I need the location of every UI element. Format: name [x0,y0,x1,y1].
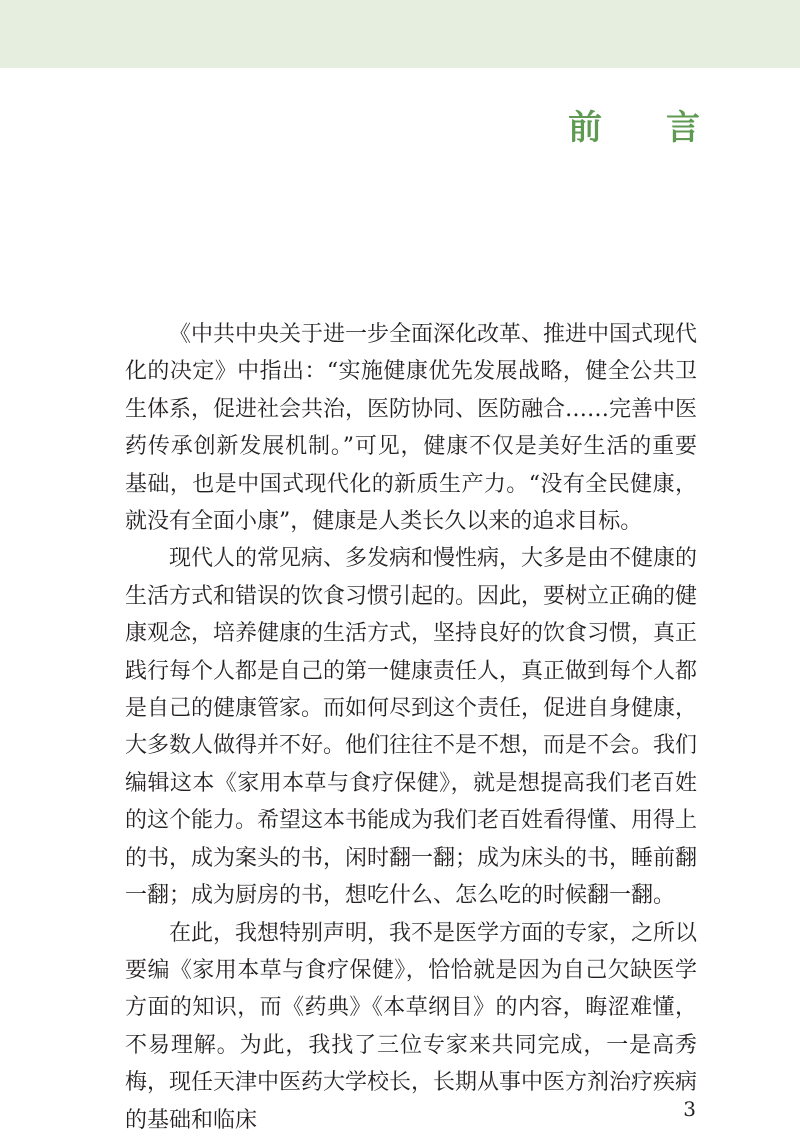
page-title: 前 言 [568,108,726,148]
page-number: 3 [683,1097,696,1121]
paragraph-3: 在此，我想特别声明，我不是医学方面的专家，之所以要编《家用本草与食疗保健》，恰恰就是因为自己欠缺医学方面的知识，而《药典》《本草纲目》的内容，晦涩难懂，不易理解。为此，我找了三位专家来共同完成，一是高秀梅，现任天津中医药大学校长，长期从事中医方剂治疗疾病的基础和临床 [125,920,698,1133]
paragraph-1: 《中共中央关于进一步全面深化改革、推进中国式现代化的决定》中指出：“实施健康优先发展战略，健全公共卫生体系，促进社会共治，医防协同、医防融合……完善中医药传承创新发展机制。”可见，健康不仅是美好生活的重要基础，也是中国式现代化的新质生产力。“没有全民健康，就没有全面小康”，健康是人类长久以来的追求目标。 [125,322,698,535]
body-text [125,316,697,1139]
paragraph-2: 现代人的常见病、多发病和慢性病，大多是由不健康的生活方式和错误的饮食习惯引起的。因此，要树立正确的健康观念，培养健康的生活方式，坚持良好的饮食习惯，真正践行每个人都是自己的第一健康责任人，真正做到每个人都是自己的健康管家。而如何尽到这个责任，促进自身健康，大多数人做得并不好。他们往往不是不想，而是不会。我们编辑这本《家用本草与食疗保健》，就是想提高我们老百姓的这个能力。希望这本书能成为我们老百姓看得懂、用得上的书，成为案头的书，闲时翻一翻；成为床头的书，睡前翻一翻；成为厨房的书，想吃什么、怎么吃的时候翻一翻。 [125,546,698,909]
top-header-band [0,0,800,68]
